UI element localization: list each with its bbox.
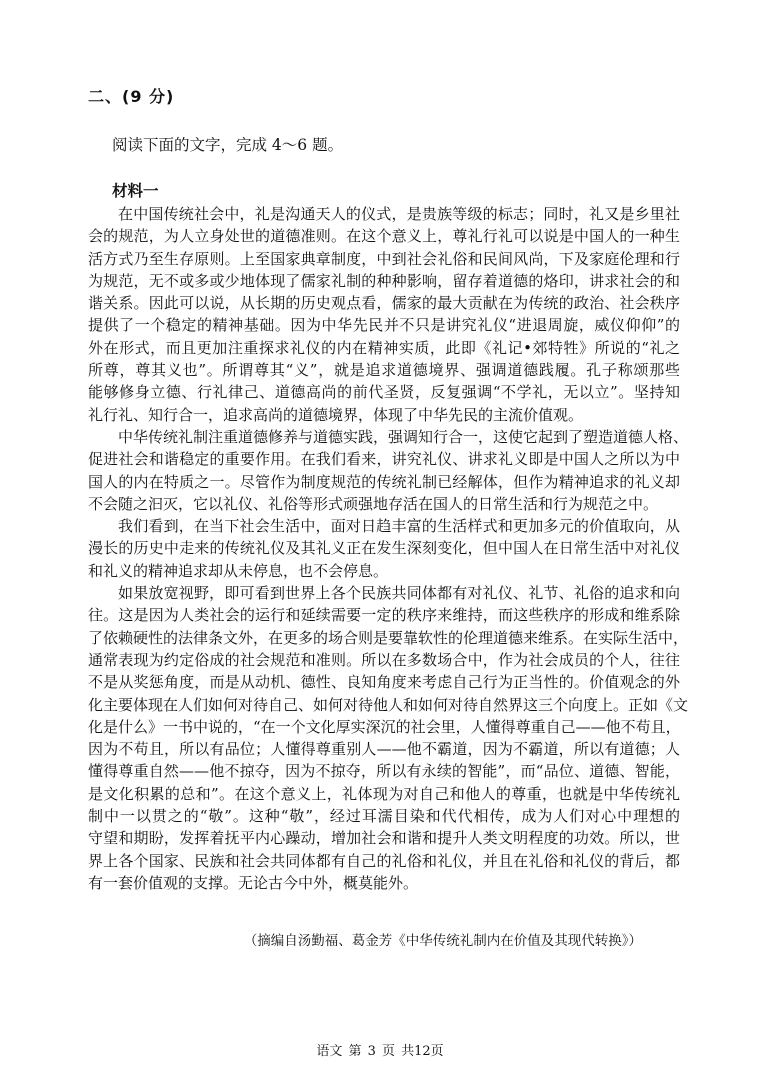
reading-instruction: 阅读下面的文字，完成 4～6 题。 bbox=[112, 136, 344, 154]
page-footer: 语文 第 3 页 共12页 bbox=[316, 1044, 444, 1059]
passage-line: 不会随之汩灭，它以礼仪、礼俗等形式顽强地存活在国人的日常生活和行为规范之中。 bbox=[88, 494, 659, 513]
passage-line: 促进社会和谐稳定的重要作用。在我们看来，讲究礼仪、讲求礼义即是中国人之所以为中 bbox=[88, 450, 680, 469]
passage-line: 通常表现为约定俗成的社会规范和准则。所以在多数场合中，作为社会成员的个人，往往 bbox=[88, 650, 680, 669]
passage-line: 守望和期盼，发挥着抚平内心躁动，增加社会和谐和提升人类文明程度的功效。所以，世 bbox=[88, 829, 680, 848]
section-heading: 二、(9 分) bbox=[88, 87, 175, 106]
passage-line: 外在形式，而且更加注重探求礼仪的内在精神实质，此即《礼记•郊特牲》所说的“礼之 bbox=[88, 338, 680, 357]
passage-line: 礼行礼、知行合一，追求高尚的道德境界，体现了中华先民的主流价值观。 bbox=[88, 405, 584, 424]
passage-line: 和礼义的精神追求却从未停息，也不会停息。 bbox=[88, 561, 389, 580]
passage-line: 谐关系。因此可以说，从长期的历史观点看，儒家的最大贡献在为传统的政治、社会秩序 bbox=[88, 294, 680, 313]
passage-line: 能够修身立德、行礼律己、道德高尚的前代圣贤，反复强调“不学礼，无以立”。坚持知 bbox=[88, 383, 680, 402]
passage-line: 漫长的历史中走来的传统礼仪及其礼义正在发生深刻变化，但中国人在日常生活中对礼仪 bbox=[88, 539, 680, 558]
passage-line: 中华传统礼制注重道德修养与道德实践，强调知行合一，这使它起到了塑造道德人格、 bbox=[118, 427, 689, 446]
passage-line: 活方式乃至生存原则。上至国家典章制度，中到社会礼俗和民间风尚，下及家庭伦理和行 bbox=[88, 249, 680, 268]
passage-line: 如果放宽视野，即可看到世界上各个民族共同体都有对礼仪、礼节、礼俗的追求和向 bbox=[118, 584, 680, 603]
passage-line: 为规范，无不或多或少地体现了儒家礼制的种种影响，留存着道德的烙印，讲求社会的和 bbox=[88, 271, 680, 290]
passage-line: 化是什么》一书中说的，“在一个文化厚实深沉的社会里，人懂得尊重自己——他不苟且， bbox=[88, 717, 681, 736]
passage-line: 有一套价值观的支撑。无论古今中外，概莫能外。 bbox=[88, 873, 419, 892]
passage-line: 制中一以贯之的“敬”。这种“敬”，经过耳濡目染和代代相传，成为人们对心中理想的 bbox=[88, 807, 680, 826]
passage-line: 往。这是因为人类社会的运行和延续需要一定的秩序来维持，而这些秩序的形成和维系除 bbox=[88, 606, 680, 625]
passage-line: 了依赖硬性的法律条文外，在更多的场合则是要靠软性的伦理道德来维系。在实际生活中， bbox=[88, 628, 689, 647]
passage-line: 懂得尊重自然——他不掠夺，因为不掠夺，所以有永续的智能”，而“品位、道德、智能， bbox=[88, 762, 680, 781]
source-citation: （摘编自汤勤福、葛金芳《中华传统礼制内在价值及其现代转换》） bbox=[243, 933, 642, 949]
passage-line: 化主要体现在人们如何对待自己、如何对待他人和如何对待自然界这三个向度上。正如《文 bbox=[88, 695, 689, 714]
passage-line: 不是从奖惩角度，而是从动机、德性、良知角度来考虑自己行为正当性的。价值观念的外 bbox=[88, 673, 680, 692]
passage-line: 在中国传统社会中，礼是沟通天人的仪式，是贵族等级的标志；同时，礼又是乡里社 bbox=[118, 205, 680, 223]
passage-line: 界上各个国家、民族和社会共同体都有自己的礼俗和礼仪，并且在礼俗和礼仪的背后，都 bbox=[88, 851, 680, 870]
passage-line: 我们看到，在当下社会生活中，面对日趋丰富的生活样式和更加多元的价值取向，从 bbox=[118, 517, 680, 536]
material-title: 材料一 bbox=[112, 182, 159, 200]
passage-line: 会的规范，为人立身处世的道德准则。在这个意义上，尊礼行礼可以说是中国人的一种生 bbox=[88, 227, 680, 246]
passage-line: 提供了一个稳定的精神基础。因为中华先民并不只是讲究礼仪“进退周旋，威仪仰仰”的 bbox=[88, 316, 680, 335]
passage-body bbox=[88, 203, 689, 894]
passage-line: 因为不苟且，所以有品位；人懂得尊重别人——他不霸道，因为不霸道，所以有道德；人 bbox=[88, 740, 680, 759]
passage-line: 所尊，尊其义也”。所谓尊其“义”，就是追求道德境界、强调道德践履。孔子称颂那些 bbox=[88, 361, 680, 380]
passage-line: 是文化积累的总和”。在这个意义上，礼体现为对自己和他人的尊重，也就是中华传统礼 bbox=[88, 784, 680, 803]
passage-line: 国人的内在特质之一。尽管作为制度规范的传统礼制已经解体，但作为精神追求的礼义却 bbox=[88, 472, 680, 491]
